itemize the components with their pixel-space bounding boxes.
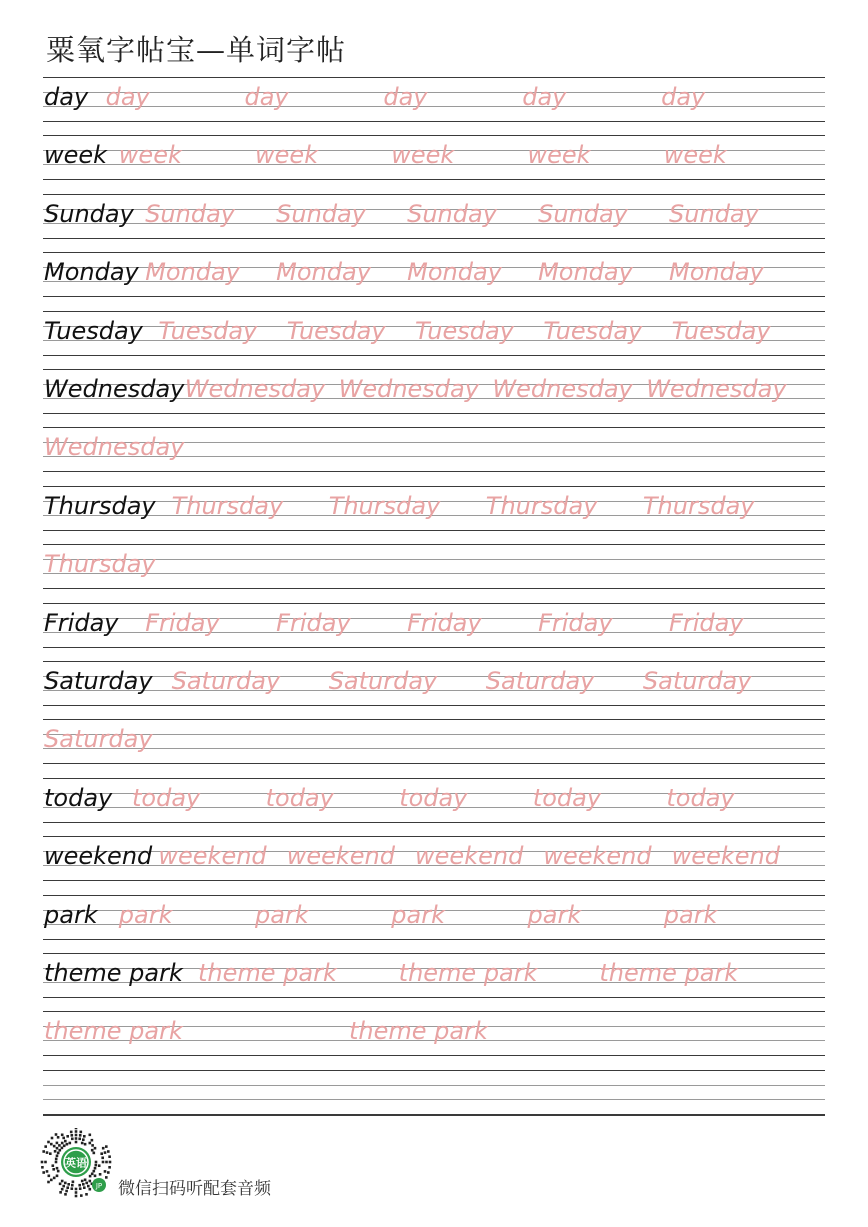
trace-word: week <box>391 141 455 170</box>
trace-word: theme park <box>398 959 538 987</box>
guide-line <box>43 179 825 180</box>
trace-word: Wednesday <box>338 375 479 403</box>
trace-word: theme park <box>599 959 739 987</box>
model-word: week <box>44 141 108 170</box>
guide-line <box>43 355 825 356</box>
trace-word: Friday <box>538 608 613 637</box>
qr-code-icon[interactable] <box>40 1128 112 1200</box>
trace-word: Wednesday <box>184 375 326 403</box>
guide-line <box>43 763 825 764</box>
guide-line <box>43 1055 825 1056</box>
trace-word: day <box>244 83 289 111</box>
trace-word: theme park <box>349 1017 488 1046</box>
guide-line <box>43 748 825 749</box>
guide-line <box>43 1085 825 1086</box>
trace-word: day <box>383 83 428 111</box>
trace-word: Friday <box>407 608 482 637</box>
trace-word: Sunday <box>669 199 759 228</box>
guide-line <box>43 953 825 954</box>
guide-line <box>43 544 825 545</box>
trace-word: day <box>105 83 150 111</box>
model-word: Sunday <box>44 199 134 228</box>
guide-line <box>43 121 825 122</box>
model-word: day <box>44 83 89 111</box>
trace-word: Saturday <box>171 667 281 695</box>
trace-word: Tuesday <box>543 316 643 345</box>
guide-line <box>43 471 825 472</box>
guide-line <box>43 296 825 297</box>
trace-word: week <box>255 141 319 170</box>
guide-line <box>43 238 825 239</box>
guide-line <box>43 252 825 253</box>
trace-word: Saturday <box>328 667 438 695</box>
trace-word: Wednesday <box>646 375 787 403</box>
trace-word: Thursday <box>485 491 598 520</box>
trace-word: day <box>661 83 706 111</box>
guide-line <box>43 106 825 107</box>
trace-word: Friday <box>669 608 744 637</box>
guide-line <box>43 573 825 574</box>
guide-line <box>43 413 825 414</box>
qr-badge-sub: JP <box>95 1182 103 1190</box>
guide-line <box>43 1099 825 1100</box>
guide-line <box>43 311 825 312</box>
trace-word: park <box>255 900 309 929</box>
trace-word: week <box>118 141 182 170</box>
trace-word: weekend <box>286 842 395 871</box>
model-word: Friday <box>44 608 119 637</box>
guide-line <box>43 822 825 823</box>
trace-word: Tuesday <box>415 316 514 345</box>
footer <box>40 1128 440 1200</box>
guide-line <box>43 661 825 662</box>
guide-line <box>43 997 825 998</box>
trace-word: week <box>663 141 727 170</box>
trace-word: Thursday <box>171 491 284 520</box>
trace-word: Monday <box>145 258 240 287</box>
trace-word: theme park <box>198 959 337 987</box>
trace-word: theme park <box>44 1017 183 1046</box>
guide-line <box>43 77 825 78</box>
model-word: theme park <box>44 959 183 987</box>
guide-line <box>43 603 825 604</box>
guide-line <box>43 1011 825 1012</box>
guide-line <box>43 486 825 487</box>
trace-word: Saturday <box>642 667 752 695</box>
trace-word: Sunday <box>538 199 628 228</box>
trace-word: Sunday <box>407 199 497 228</box>
guide-line <box>43 427 825 428</box>
trace-word: weekend <box>671 842 780 871</box>
trace-word: Sunday <box>145 199 235 228</box>
model-word: park <box>44 900 98 929</box>
trace-word: Tuesday <box>671 316 771 345</box>
guide-line <box>43 647 825 648</box>
guide-line <box>43 778 825 779</box>
trace-word: day <box>522 83 567 111</box>
guide-line <box>43 895 825 896</box>
model-word: Thursday <box>44 491 156 520</box>
bottom-rule <box>43 1115 825 1116</box>
model-word: weekend <box>44 842 153 871</box>
trace-word: Monday <box>538 258 633 287</box>
trace-word: park <box>391 900 445 929</box>
guide-line <box>43 719 825 720</box>
trace-word: Sunday <box>276 199 366 228</box>
trace-word: park <box>118 900 173 929</box>
model-word: Saturday <box>44 667 153 695</box>
guide-line <box>43 880 825 881</box>
guide-line <box>43 194 825 195</box>
trace-word: Friday <box>276 608 351 637</box>
model-word: today <box>44 783 113 812</box>
guide-line <box>43 939 825 940</box>
guide-line <box>43 530 825 531</box>
trace-word: Wednesday <box>492 375 633 403</box>
footer-caption: 微信扫码听配套音频 <box>118 1179 271 1199</box>
guide-line <box>43 135 825 136</box>
trace-word: today <box>399 783 468 812</box>
trace-word: Monday <box>276 258 371 287</box>
trace-word: today <box>666 783 735 812</box>
guide-line <box>43 1070 825 1071</box>
trace-word: park <box>663 900 718 929</box>
model-word: Wednesday <box>44 375 185 403</box>
trace-word: park <box>527 900 582 929</box>
trace-word: Monday <box>669 258 764 287</box>
trace-word: today <box>532 783 602 812</box>
page-title: 粟氧字帖宝—单词字帖 <box>46 33 347 67</box>
guide-line <box>43 559 825 560</box>
trace-word: today <box>265 783 334 812</box>
qr-badge-text: 英语 <box>65 1156 87 1170</box>
trace-word: weekend <box>543 842 652 871</box>
trace-word: weekend <box>158 842 267 871</box>
guide-line <box>43 588 825 589</box>
trace-word: Thursday <box>44 550 156 579</box>
guide-line <box>43 734 825 735</box>
guide-line <box>43 92 825 93</box>
trace-word: Monday <box>407 258 502 287</box>
guide-line <box>43 705 825 706</box>
trace-word: week <box>527 141 591 170</box>
trace-word: today <box>132 783 201 812</box>
trace-word: Thursday <box>328 491 441 520</box>
trace-word: Saturday <box>485 667 595 695</box>
model-word: Monday <box>44 258 139 287</box>
guide-line <box>43 369 825 370</box>
trace-word: weekend <box>415 842 524 871</box>
trace-word: Friday <box>145 608 220 637</box>
trace-word: Wednesday <box>44 433 185 462</box>
model-word: Tuesday <box>44 316 143 345</box>
guide-line <box>43 836 825 837</box>
trace-word: Saturday <box>44 725 153 754</box>
trace-word: Tuesday <box>158 316 258 345</box>
trace-word: Tuesday <box>286 316 386 345</box>
trace-word: Thursday <box>642 491 755 520</box>
